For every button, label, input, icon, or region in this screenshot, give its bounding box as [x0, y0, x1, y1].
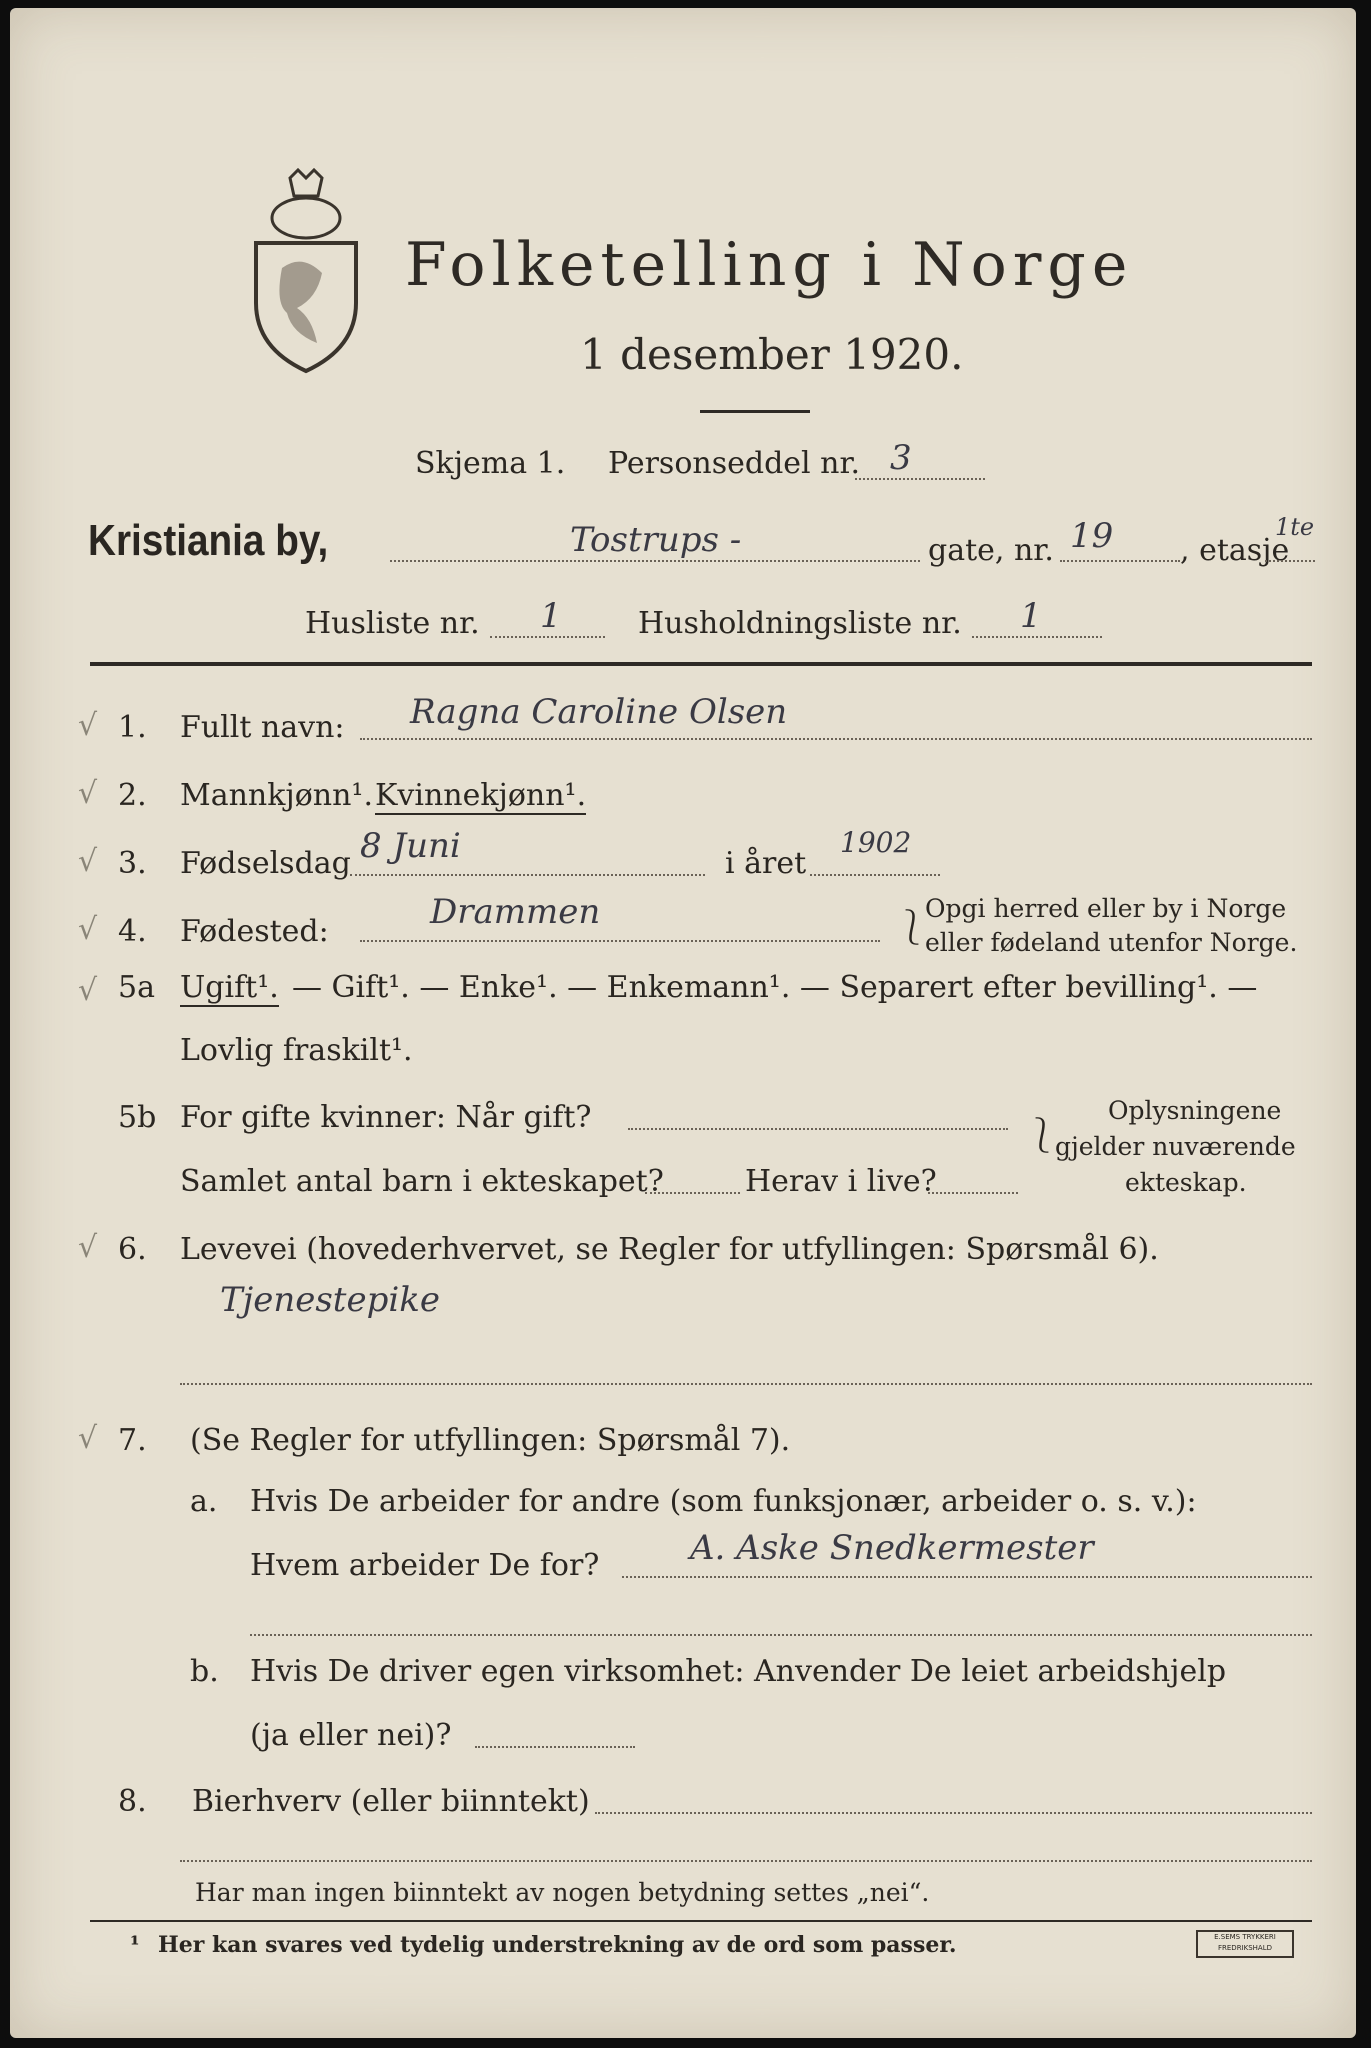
- q5b-note-line1: Oplysningene: [1108, 1096, 1282, 1125]
- floor-line: [1265, 560, 1315, 562]
- floor-label: , etasje: [1180, 533, 1290, 568]
- q5b-brace: ⎱: [1025, 1116, 1059, 1156]
- q1-line: [360, 738, 1312, 740]
- q8-extra-line: [180, 1860, 1312, 1862]
- footnote-text: Her kan svares ved tydelig understrekning av de ord som passer.: [158, 1932, 957, 1958]
- q3-value: 8 Juni: [360, 826, 461, 866]
- q5a-number: 5a: [118, 970, 155, 1005]
- street-value: Tostrups -: [570, 520, 742, 560]
- check-mark-6: √: [78, 1230, 98, 1265]
- q3-number: 3.: [118, 846, 147, 881]
- q8-number: 8.: [118, 1784, 147, 1819]
- gate-no-line: [1060, 560, 1180, 562]
- husholdning-line: [972, 636, 1102, 638]
- q4-note-line2: eller fødeland utenfor Norge.: [925, 928, 1298, 957]
- q3-year-value: 1902: [840, 826, 912, 859]
- q5b-alive-line: [928, 1192, 1018, 1194]
- q5a-line2: Lovlig fraskilt¹.: [180, 1033, 413, 1068]
- q6-number: 6.: [118, 1232, 147, 1267]
- q7b-answer-line: [475, 1746, 635, 1748]
- q6-line: [180, 1383, 1312, 1385]
- q1-label: Fullt navn:: [180, 710, 345, 745]
- street-line: [390, 560, 920, 562]
- q4-number: 4.: [118, 914, 147, 949]
- q5a-ugift-option: Ugift¹.: [180, 970, 279, 1005]
- check-mark-4: √: [78, 912, 98, 947]
- floor-value: 1te: [1275, 513, 1315, 541]
- q3-year-label: i året: [725, 846, 807, 881]
- q7a-employer-line: [622, 1576, 1312, 1578]
- form-title: Folketelling i Norge: [405, 230, 1134, 300]
- q5b-number: 5b: [118, 1100, 157, 1135]
- q4-note-line1: Opgi herred eller by i Norge: [925, 894, 1287, 923]
- q4-label: Fødested:: [180, 914, 329, 949]
- q5b-children-line: [645, 1192, 740, 1194]
- q7-label: (Se Regler for utfyllingen: Spørsmål 7).: [190, 1423, 791, 1458]
- q7a-letter: a.: [190, 1484, 218, 1519]
- printer-stamp: E.SEMS TRYKKERI FREDRIKSHALD: [1196, 1930, 1294, 1958]
- q5b-note-line2: gjelder nuværende: [1055, 1132, 1296, 1161]
- check-mark-5a: √: [78, 973, 98, 1008]
- person-no-value: 3: [890, 438, 912, 478]
- gate-label: gate, nr.: [928, 533, 1054, 568]
- q7b-line2: (ja eller nei)?: [250, 1718, 452, 1753]
- q5b-children-label: Samlet antal barn i ekteskapet?: [180, 1164, 664, 1199]
- q4-line: [360, 940, 880, 942]
- q3-line: [350, 874, 705, 876]
- q1-value: Ragna Caroline Olsen: [410, 692, 788, 732]
- q7a-extra-line: [250, 1634, 1312, 1636]
- q5b-note-line3: ekteskap.: [1125, 1168, 1247, 1197]
- footnote-mark: ¹: [130, 1932, 140, 1958]
- q5b-alive-label: Herav i live?: [745, 1164, 937, 1199]
- check-mark-1: √: [78, 708, 98, 743]
- q4-brace: ⎱: [895, 908, 929, 948]
- q3-year-line: [810, 874, 940, 876]
- census-date: 1 desember 1920.: [580, 330, 964, 379]
- check-mark-7: √: [78, 1421, 98, 1456]
- schema-label: Skjema 1.: [415, 446, 566, 481]
- q7a-line2: Hvem arbeider De for?: [250, 1548, 600, 1583]
- q2-male-option: Mannkjønn¹.: [180, 778, 373, 813]
- no-income-note: Har man ingen biinntekt av nogen betydning settes „nei“.: [195, 1878, 930, 1907]
- check-mark-3: √: [78, 844, 98, 879]
- q2-number: 2.: [118, 778, 147, 813]
- census-form-sheet: [10, 8, 1356, 2038]
- q5a-other-options: — Gift¹. — Enke¹. — Enkemann¹. — Separert efter bevilling¹. —: [292, 970, 1258, 1005]
- header-rule: [90, 662, 1312, 666]
- q7a-employer-value: A. Aske Snedkermester: [690, 1528, 1094, 1568]
- q5b-label: For gifte kvinner: Når gift?: [180, 1100, 592, 1135]
- q7a-line1: Hvis De arbeider for andre (som funksjonær, arbeider o. s. v.):: [250, 1484, 1197, 1519]
- city-label: Kristiania by,: [88, 516, 329, 565]
- q6-label: Levevei (hovederhvervet, se Regler for utfyllingen: Spørsmål 6).: [180, 1232, 1159, 1267]
- title-divider: [700, 410, 810, 413]
- q8-label: Bierhverv (eller biinntekt): [192, 1784, 590, 1819]
- husholdning-value: 1: [1020, 596, 1042, 636]
- q7b-line1: Hvis De driver egen virksomhet: Anvender De leiet arbeidshjelp: [250, 1654, 1227, 1689]
- q2-female-option: Kvinnekjønn¹.: [375, 778, 587, 813]
- q4-value: Drammen: [430, 892, 601, 932]
- coat-of-arms-emblem: [242, 168, 372, 378]
- q7b-letter: b.: [190, 1654, 219, 1689]
- husliste-value: 1: [540, 596, 562, 636]
- q3-label: Fødselsdag: [180, 846, 351, 881]
- husliste-line: [490, 636, 605, 638]
- q1-number: 1.: [118, 710, 147, 745]
- check-mark-2: √: [78, 776, 98, 811]
- gate-no-value: 19: [1070, 516, 1114, 556]
- husholdning-label: Husholdningsliste nr.: [638, 606, 962, 641]
- husliste-label: Husliste nr.: [305, 606, 480, 641]
- q6-value: Tjenestepike: [220, 1280, 440, 1320]
- footer-rule: [90, 1920, 1312, 1922]
- person-label: Personseddel nr.: [608, 446, 861, 481]
- person-no-line: [855, 478, 985, 480]
- q8-line: [595, 1812, 1312, 1814]
- q7-number: 7.: [118, 1423, 147, 1458]
- q5b-married-line: [628, 1128, 1008, 1130]
